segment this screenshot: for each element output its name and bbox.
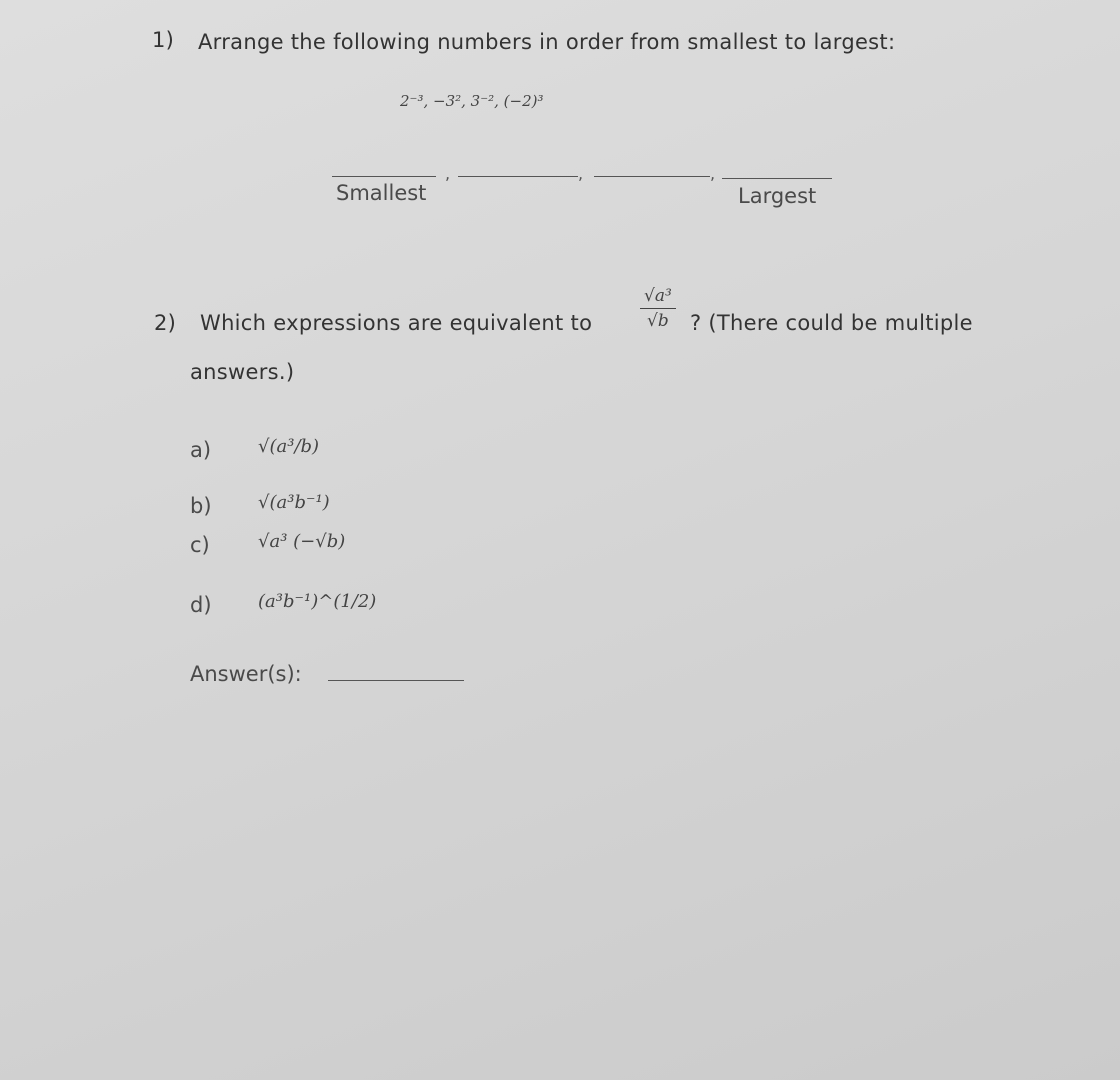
option-d-expression: (a³b⁻¹)^(1/2) <box>258 591 377 612</box>
q2-fraction <box>640 286 676 331</box>
option-c-letter: c) <box>190 533 210 557</box>
option-b-letter: b) <box>190 494 212 518</box>
q2-text-continued: answers.) <box>190 360 295 384</box>
smallest-label: Smallest <box>336 181 427 205</box>
answer-blank[interactable] <box>328 680 464 681</box>
q2-number: 2) <box>154 311 177 335</box>
q2-text: Which expressions are equivalent to <box>200 311 593 335</box>
option-d-letter: d) <box>190 593 212 617</box>
option-b-expression: √(a³b⁻¹) <box>258 492 330 513</box>
q1-number: 1) <box>152 28 175 52</box>
q1-text: Arrange the following numbers in order from smallest to largest: <box>198 30 896 54</box>
answer-blank-4[interactable] <box>722 178 832 179</box>
q2-fraction-denominator: √b <box>647 311 669 331</box>
option-c-expression: √a³ (−√b) <box>258 531 346 552</box>
answer-label: Answer(s): <box>190 662 302 686</box>
q2-text-after: ? (There could be multiple <box>690 311 973 335</box>
option-a-letter: a) <box>190 438 212 462</box>
separator-comma: , <box>578 164 584 183</box>
q1-expression: 2⁻³, −3², 3⁻², (−2)³ <box>400 92 544 110</box>
answer-blank-3[interactable] <box>594 176 710 177</box>
separator-comma: , <box>445 164 451 183</box>
largest-label: Largest <box>738 184 817 208</box>
option-a-expression: √(a³/b) <box>258 436 320 457</box>
answer-blank-2[interactable] <box>458 176 578 177</box>
answer-blank-1[interactable] <box>332 176 436 177</box>
separator-comma: , <box>710 164 716 183</box>
q2-fraction-numerator: √a³ <box>640 286 676 309</box>
